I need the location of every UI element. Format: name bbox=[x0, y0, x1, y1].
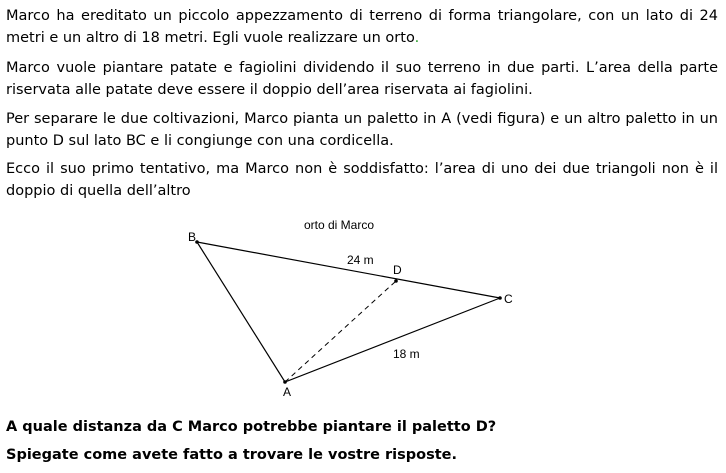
paragraph-stakes: Per separare le due coltivazioni, Marco pianta un paletto in A (vedi figura) e un altro paletto in un punto D sul lato BC e li congiunge con una cordicella. bbox=[6, 111, 718, 149]
paragraph-intro-text: Marco ha ereditato un piccolo appezzamento di terreno di forma triangolare, con un lato di 24 metri e un altro di 18 metri. Egli vuole realizzare un orto bbox=[6, 8, 718, 46]
paragraph-attempt: Ecco il suo primo tentativo, ma Marco non è soddisfatto: l’area di uno dei due triangoli non è il doppio di quella dell’altro bbox=[6, 161, 718, 199]
vertex-b-label: B bbox=[188, 230, 197, 244]
paragraph-intro-period: . bbox=[414, 30, 420, 46]
question-distance: A quale distanza da C Marco potrebbe piantare il paletto D? bbox=[6, 419, 497, 435]
point-d-label: D bbox=[393, 263, 402, 277]
point-d-point bbox=[394, 279, 398, 283]
side-ab bbox=[197, 242, 285, 382]
vertex-c-point bbox=[498, 296, 502, 300]
paragraph-division: Marco vuole piantare patate e fagiolini dividendo il suo terreno in due parti. L’area della parte riservata alle patate deve essere il doppio dell’area riservata ai fagiolini. bbox=[6, 60, 718, 98]
figure-title: orto di Marco bbox=[304, 218, 375, 232]
vertex-c-label: C bbox=[504, 292, 513, 306]
question-explain: Spiegate come avete fatto a trovare le vostre risposte. bbox=[6, 447, 458, 463]
side-ac-length-label: 18 m bbox=[393, 347, 420, 361]
side-bc-length-label: 24 m bbox=[347, 253, 374, 267]
vertex-a-point bbox=[283, 380, 287, 384]
segment-ad-dashed bbox=[285, 281, 396, 382]
vertex-a-label: A bbox=[283, 385, 292, 399]
side-ac bbox=[285, 298, 500, 382]
side-bc bbox=[197, 242, 500, 298]
